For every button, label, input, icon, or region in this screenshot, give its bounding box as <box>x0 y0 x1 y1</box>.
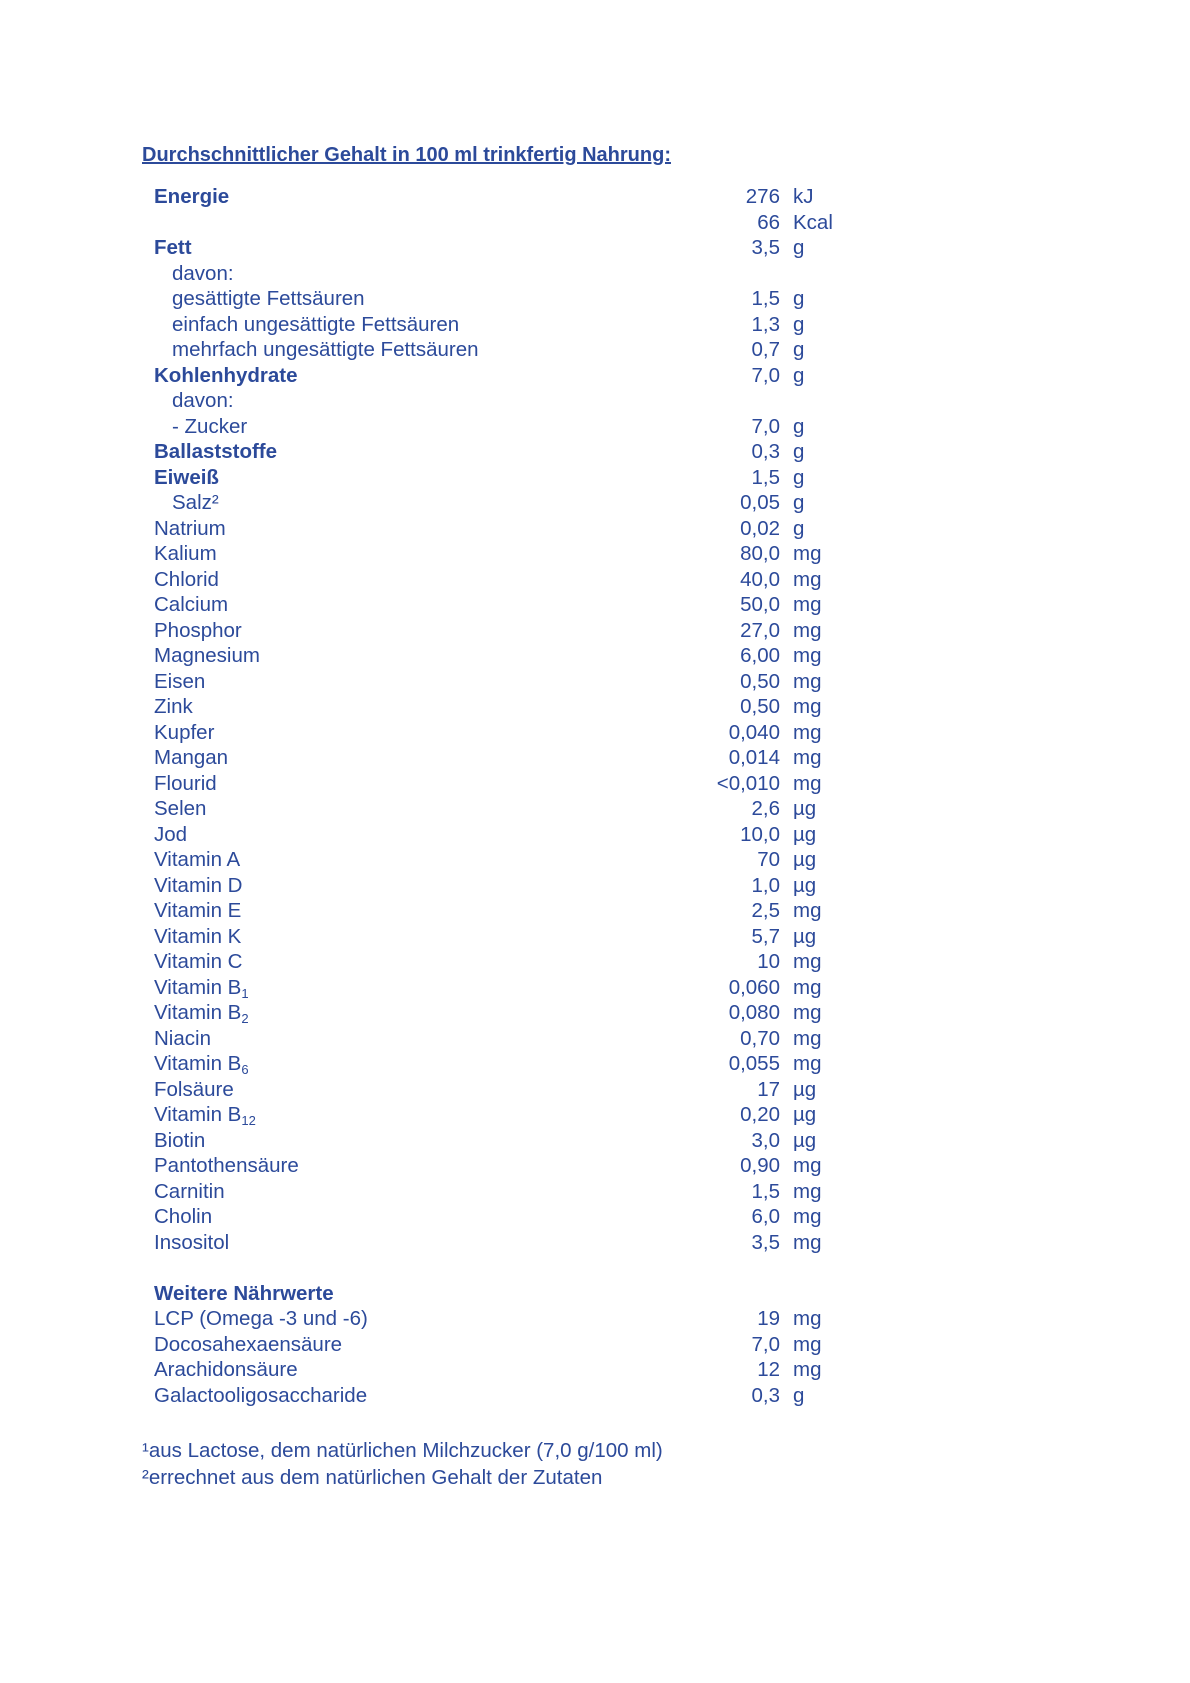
nutrient-row <box>154 797 854 823</box>
nutrient-row <box>154 389 854 415</box>
nutrient-row <box>154 721 854 747</box>
nutrient-value: 0,70 <box>740 1026 780 1050</box>
nutrient-unit: g <box>793 465 805 489</box>
nutrient-label <box>154 899 241 923</box>
nutrient-label <box>172 287 365 311</box>
nutrient-label-text: Vitamin C <box>154 950 243 973</box>
nutrient-unit: mg <box>793 593 822 616</box>
nutrient-label <box>154 695 193 719</box>
nutrient-label-text: Energie <box>154 185 230 208</box>
nutrient-label <box>154 797 206 821</box>
nutrient-unit: mg <box>793 542 822 565</box>
nutrient-value: 10,0 <box>740 822 780 846</box>
nutrient-label <box>172 338 479 362</box>
nutrient-unit: mg <box>793 644 822 667</box>
nutrient-row <box>154 593 854 619</box>
nutrient-row <box>154 746 854 772</box>
nutrient-subscript: 2 <box>241 1011 249 1026</box>
nutrient-subscript: 6 <box>241 1062 249 1077</box>
nutrient-row <box>154 185 854 211</box>
nutrient-unit: g <box>793 312 805 336</box>
nutrient-row <box>154 262 854 288</box>
nutrient-row <box>154 823 854 849</box>
nutrient-label-text: Insositol <box>154 1230 230 1254</box>
nutrient-value: 0,02 <box>740 516 780 540</box>
nutrient-label <box>154 1078 234 1102</box>
nutrient-unit: µg <box>793 1077 817 1101</box>
nutrient-subscript: 12 <box>241 1113 256 1128</box>
nutrient-unit: mg <box>793 771 822 795</box>
nutrient-value: 6,0 <box>751 1205 780 1228</box>
nutrient-label <box>154 925 241 949</box>
nutrient-label-text: Calcium <box>154 593 229 616</box>
nutrient-label-text: Folsäure <box>154 1077 234 1101</box>
nutrient-row <box>154 491 854 517</box>
nutrient-value: 0,90 <box>740 1154 780 1177</box>
nutrient-label <box>154 1307 368 1331</box>
nutrient-label-text: Vitamin D <box>154 873 243 897</box>
nutrient-label <box>154 644 260 668</box>
nutrient-unit: µg <box>793 924 817 948</box>
nutrient-value: 5,7 <box>751 924 780 948</box>
nutrient-label <box>154 1180 225 1204</box>
nutrient-label-text: Weitere Nährwerte <box>154 1281 334 1305</box>
nutrient-label-text: mehrfach ungesättigte Fettsäuren <box>172 338 479 361</box>
nutrient-value: 10 <box>757 950 780 973</box>
nutrient-row <box>154 899 854 925</box>
nutrient-value: 0,50 <box>740 695 780 718</box>
nutrient-label-text: einfach ungesättigte Fettsäuren <box>172 312 460 336</box>
nutrient-unit: µg <box>793 848 817 871</box>
nutrient-value: 1,3 <box>751 312 780 336</box>
nutrient-label-text: Kohlenhydrate <box>154 363 298 387</box>
nutrient-value: 0,040 <box>728 720 780 744</box>
nutrient-value: 7,0 <box>751 363 780 387</box>
nutrient-unit: mg <box>793 720 822 744</box>
nutrient-label <box>172 313 459 337</box>
nutrient-label-text: Natrium <box>154 516 226 540</box>
footnote: ²errechnet aus dem natürlichen Gehalt der Zutaten <box>142 1466 603 1489</box>
nutrient-label-text: Vitamin B <box>154 1103 242 1126</box>
nutrient-unit: Kcal <box>793 210 833 234</box>
nutrient-label <box>154 746 228 770</box>
nutrient-label <box>154 874 243 898</box>
nutrient-row <box>154 1384 854 1410</box>
nutrient-label-text: Zink <box>154 695 193 718</box>
nutrient-label <box>154 440 277 464</box>
nutrient-unit: µg <box>793 822 817 846</box>
nutrient-label-text: - Zucker <box>172 414 248 438</box>
nutrient-value: 1,5 <box>751 465 780 489</box>
nutrient-label-text: Carnitin <box>154 1179 225 1203</box>
nutrient-row <box>154 670 854 696</box>
nutrient-unit: mg <box>793 1230 822 1254</box>
nutrient-label-text: Docosahexaensäure <box>154 1332 343 1356</box>
nutrient-label-text: Mangan <box>154 746 229 769</box>
nutrient-label-text: Magnesium <box>154 644 260 667</box>
nutrient-value: 2,5 <box>751 899 780 922</box>
nutrient-row <box>154 1154 854 1180</box>
nutrient-value: 7,0 <box>751 414 780 438</box>
nutrient-value: 3,5 <box>751 1230 780 1254</box>
page-title: Durchschnittlicher Gehalt in 100 ml trinkfertig Nahrung: <box>142 144 671 166</box>
nutrient-label-text: davon: <box>172 389 234 412</box>
nutrient-row <box>154 1282 854 1308</box>
nutrient-unit: g <box>793 1383 805 1407</box>
nutrient-value: 70 <box>757 848 780 871</box>
nutrient-label <box>172 415 247 439</box>
nutrient-unit: g <box>793 236 805 259</box>
nutrient-row <box>154 364 854 390</box>
nutrient-label <box>154 1154 299 1178</box>
nutrient-value: 1,5 <box>751 1179 780 1203</box>
nutrient-label <box>154 619 242 643</box>
nutrient-label-text: Fett <box>154 236 192 259</box>
nutrient-value: 0,50 <box>740 669 780 693</box>
nutrient-unit: g <box>793 414 805 438</box>
nutrient-unit: µg <box>793 1128 817 1152</box>
nutrient-row <box>154 1129 854 1155</box>
nutrient-label <box>154 1052 249 1076</box>
nutrient-unit: µg <box>793 873 817 897</box>
nutrient-label <box>154 466 219 490</box>
nutrient-unit: mg <box>793 950 822 973</box>
nutrient-value: 0,3 <box>751 1383 780 1407</box>
nutrient-value: 19 <box>757 1307 780 1330</box>
nutrient-value: 0,3 <box>751 440 780 463</box>
nutrient-value: 27,0 <box>740 618 780 642</box>
nutrient-row <box>154 619 854 645</box>
nutrient-unit: g <box>793 491 805 514</box>
footnote: ¹aus Lactose, dem natürlichen Milchzucker (7,0 g/100 ml) <box>142 1439 663 1462</box>
nutrient-row <box>154 695 854 721</box>
nutrient-label-text: Selen <box>154 797 207 820</box>
nutrient-row <box>154 848 854 874</box>
nutrient-value: 0,05 <box>740 491 780 514</box>
nutrient-label <box>154 950 243 974</box>
nutrient-value: 0,20 <box>740 1103 780 1126</box>
nutrient-unit: g <box>793 516 805 540</box>
nutrient-value: 2,6 <box>751 797 780 820</box>
nutrient-row <box>154 313 854 339</box>
nutrient-label <box>154 1384 367 1408</box>
nutrient-unit: g <box>793 363 805 387</box>
nutrient-value: 40,0 <box>740 567 780 591</box>
nutrient-label <box>154 670 205 694</box>
nutrient-value: 3,0 <box>751 1128 780 1152</box>
nutrient-label-text: Eiweiß <box>154 465 219 489</box>
nutrient-label-text: Flourid <box>154 771 217 795</box>
nutrient-label-text: Pantothensäure <box>154 1154 299 1177</box>
nutrient-row <box>154 440 854 466</box>
nutrient-unit: mg <box>793 1179 822 1203</box>
nutrient-row <box>154 1333 854 1359</box>
nutrient-value: 12 <box>757 1358 780 1381</box>
nutrient-label <box>154 568 219 592</box>
nutrient-value: 50,0 <box>740 593 780 616</box>
nutrient-unit: mg <box>793 1205 822 1228</box>
nutrient-label <box>154 517 226 541</box>
nutrient-label-text: davon: <box>172 261 234 285</box>
nutrient-value: 6,00 <box>740 644 780 667</box>
nutrient-row <box>154 236 854 262</box>
nutrient-label-text: Vitamin B <box>154 1001 242 1024</box>
nutrient-label-text: Cholin <box>154 1205 213 1228</box>
nutrient-unit: mg <box>793 1001 822 1024</box>
section-spacer <box>154 1256 854 1282</box>
nutrient-label <box>154 1231 229 1255</box>
nutrient-unit: mg <box>793 567 822 591</box>
nutrient-label <box>154 236 192 260</box>
nutrient-label-text: Biotin <box>154 1128 206 1152</box>
nutrient-label <box>172 491 219 515</box>
nutrient-value: 1,0 <box>751 873 780 897</box>
nutrient-label <box>154 1282 334 1306</box>
nutrient-label-text: Vitamin K <box>154 924 242 948</box>
nutrient-label-text: Vitamin E <box>154 899 242 922</box>
nutrient-label-text: Salz² <box>172 491 219 514</box>
nutrient-unit: mg <box>793 669 822 693</box>
nutrient-unit: mg <box>793 618 822 642</box>
nutrient-label-text: Chlorid <box>154 567 219 591</box>
nutrient-unit: g <box>793 440 805 463</box>
nutrient-label-text: Phosphor <box>154 618 242 642</box>
nutrient-label-text: Niacin <box>154 1026 211 1050</box>
nutrient-unit: mg <box>793 899 822 922</box>
nutrient-label <box>172 262 234 286</box>
nutrient-unit: mg <box>793 1358 822 1381</box>
nutrient-row <box>154 211 854 237</box>
nutrient-label-text: Ballaststoffe <box>154 440 278 463</box>
nutrient-label-text: Vitamin A <box>154 848 241 871</box>
nutrient-label-text: Jod <box>154 822 188 846</box>
nutrient-label-text: Kalium <box>154 542 217 565</box>
nutrient-unit: mg <box>793 975 822 999</box>
nutrient-label <box>172 389 234 413</box>
nutrient-row <box>154 1052 854 1078</box>
nutrient-row <box>154 1307 854 1333</box>
nutrient-subscript: 1 <box>241 985 249 1001</box>
nutrient-value: 80,0 <box>740 542 780 565</box>
nutrient-row <box>154 1103 854 1129</box>
nutrient-row <box>154 466 854 492</box>
nutrient-row <box>154 1001 854 1027</box>
nutrient-row <box>154 772 854 798</box>
nutrition-table <box>154 185 854 1409</box>
nutrient-row <box>154 1078 854 1104</box>
nutrient-label <box>154 1205 212 1229</box>
nutrient-value: 276 <box>745 185 780 208</box>
nutrient-value: 7,0 <box>751 1332 780 1356</box>
nutrient-label-text: Vitamin B <box>154 1052 242 1075</box>
nutrient-value: 1,5 <box>751 287 780 310</box>
nutrient-label <box>154 593 228 617</box>
nutrient-label-text: Kupfer <box>154 720 215 744</box>
nutrient-label-text: Galactooligosaccharide <box>154 1383 368 1407</box>
nutrient-unit: kJ <box>793 185 814 208</box>
nutrient-row <box>154 1027 854 1053</box>
nutrient-unit: mg <box>793 1154 822 1177</box>
nutrient-row <box>154 1180 854 1206</box>
nutrient-unit: mg <box>793 695 822 718</box>
nutrient-value: 0,014 <box>728 746 780 769</box>
nutrient-unit: mg <box>793 1052 822 1075</box>
nutrient-label-text: Arachidonsäure <box>154 1358 298 1381</box>
nutrient-row <box>154 950 854 976</box>
nutrient-row <box>154 976 854 1002</box>
nutrient-label <box>154 976 249 1000</box>
nutrient-label-text: gesättigte Fettsäuren <box>172 287 365 310</box>
nutrient-label-text: Vitamin B <box>154 975 242 999</box>
nutrient-row <box>154 415 854 441</box>
nutrient-label <box>154 1001 249 1025</box>
nutrient-row <box>154 287 854 313</box>
nutrient-row <box>154 542 854 568</box>
nutrient-label <box>154 1103 256 1127</box>
nutrient-unit: mg <box>793 1307 822 1330</box>
nutrient-unit: g <box>793 338 805 361</box>
nutrient-label <box>154 364 298 388</box>
nutrient-label <box>154 1358 298 1382</box>
nutrient-value: 0,080 <box>728 1001 780 1024</box>
nutrient-label <box>154 823 187 847</box>
nutrient-row <box>154 338 854 364</box>
nutrient-unit: µg <box>793 1103 817 1126</box>
nutrient-row <box>154 1205 854 1231</box>
nutrient-unit: g <box>793 287 805 310</box>
nutrient-row <box>154 925 854 951</box>
nutrient-row <box>154 517 854 543</box>
nutrient-value: 0,7 <box>751 338 780 361</box>
nutrient-label <box>154 721 214 745</box>
nutrient-row <box>154 1358 854 1384</box>
nutrient-unit: mg <box>793 746 822 769</box>
nutrient-value: 3,5 <box>751 236 780 259</box>
nutrient-label <box>154 1129 205 1153</box>
nutrient-label <box>154 848 240 872</box>
nutrient-unit: mg <box>793 1026 822 1050</box>
nutrient-unit: mg <box>793 1332 822 1356</box>
nutrient-value: 17 <box>757 1077 780 1101</box>
nutrient-row <box>154 1231 854 1257</box>
nutrient-unit: µg <box>793 797 817 820</box>
nutrient-label <box>154 772 217 796</box>
nutrient-label <box>154 542 217 566</box>
nutrient-value: <0,010 <box>716 771 780 795</box>
nutrient-row <box>154 568 854 594</box>
footnotes <box>142 1437 663 1491</box>
nutrient-label-text: LCP (Omega -3 und -6) <box>154 1307 368 1330</box>
nutrient-label-text: Eisen <box>154 669 206 693</box>
nutrient-label <box>154 185 229 209</box>
nutrient-value: 0,060 <box>728 975 780 999</box>
nutrient-row <box>154 644 854 670</box>
nutrient-row <box>154 874 854 900</box>
nutrient-value: 0,055 <box>728 1052 780 1075</box>
nutrient-label <box>154 1333 342 1357</box>
nutrient-value: 66 <box>757 210 780 234</box>
nutrient-label <box>154 1027 211 1051</box>
